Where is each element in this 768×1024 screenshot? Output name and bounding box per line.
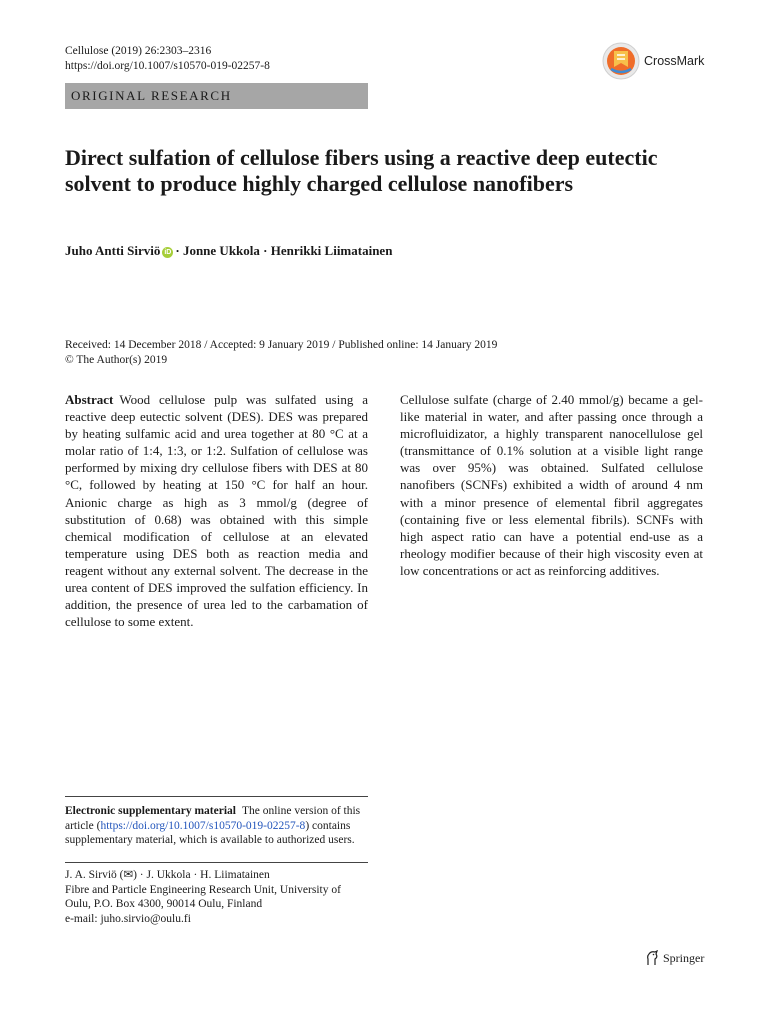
crossmark-icon <box>602 42 640 80</box>
affiliation-address: Fibre and Particle Engineering Research Unit, University of Oulu, P.O. Box 4300, 90014 Oulu, Finland <box>65 883 341 911</box>
abstract-left-column <box>65 391 368 630</box>
springer-horse-icon <box>645 950 659 966</box>
author-list <box>65 243 392 259</box>
footnote-divider <box>65 796 368 797</box>
affiliation-divider <box>65 862 368 863</box>
esm-text-after: ) contains supplementary material, which is available to authorized users. <box>65 819 355 847</box>
crossmark-label: CrossMark <box>644 54 705 68</box>
doi-line[interactable]: https://doi.org/10.1007/s10570-019-02257-8 <box>65 60 270 72</box>
section-label: ORIGINAL RESEARCH <box>65 83 368 109</box>
affiliation-email[interactable]: e-mail: juho.sirvio@oulu.fi <box>65 912 191 925</box>
affiliation-block <box>65 868 368 926</box>
journal-citation <box>65 44 270 74</box>
other-authors[interactable]: · Jonne Ukkola · Henrikki Liimatainen <box>175 243 393 258</box>
article-title: Direct sulfation of cellulose fibers using a reactive deep eutectic solvent to produce highly charged cellulose nanofibers <box>65 145 658 196</box>
affiliation-authors: J. A. Sirviö (✉) · J. Ukkola · H. Liimatainen <box>65 869 270 881</box>
orcid-icon[interactable]: iD <box>164 249 172 256</box>
crossmark-badge[interactable] <box>602 42 704 80</box>
journal-line: Cellulose (2019) 26:2303–2316 <box>65 45 212 57</box>
esm-text-before: The online version of this article ( <box>65 805 361 832</box>
abstract-right-column <box>400 391 703 579</box>
publisher-logo <box>645 950 704 966</box>
publisher-name: Springer <box>663 950 705 965</box>
first-author[interactable]: Juho Antti Sirviö <box>65 243 161 258</box>
abstract-label: Abstract <box>65 392 114 407</box>
dates-line: Received: 14 December 2018 / Accepted: 9 January 2019 / Published online: 14 January 2019 <box>65 339 498 351</box>
supplementary-note <box>65 804 368 848</box>
abstract-text-left: Wood cellulose pulp was sulfated using a reactive deep eutectic solvent (DES). DES was prepared by heating sulfamic acid and urea together at 80 °C at a molar ratio of 1:4, 1:3, or 1:2. Sulfation of cellulose was performed by mixing dry cellulose fibers with DES at 80 °C, followed by heating at 150 °C for half an hour. Anionic charge as high as 3 mmol/g (degree of substitution of 0.68) was obtained with this simple chemical modification of cellulose at an elevated temperature using DES both as reaction media and reagent without any external solvent. The decrease in the urea content of DES improved the sulfation efficiency. In addition, the presence of urea led to the carbamation of cellulose to some extent. <box>65 392 368 630</box>
abstract-text-right: Cellulose sulfate (charge of 2.40 mmol/g) became a gel-like material in water, and after passing once through a microfluidizator, a highly transparent nanocellulose gel (transmittance of 0.1% solution at a visible light range was over 95%) was obtained. Sulfated cellulose nanofibers (SCNFs) exhibited a width of around 4 nm with a minor presence of elemental fibril aggregates (containing five or less elemental fibrils). SCNFs with high aspect ratio can have a potential end-use as a rheology modifier because of their high viscosity even at low concentrations or act as reinforcing additives. <box>400 392 703 578</box>
copyright-line: © The Author(s) 2019 <box>65 354 168 366</box>
esm-doi-link[interactable]: https://doi.org/10.1007/s10570-019-02257-8 <box>100 819 306 832</box>
publication-dates <box>65 338 497 368</box>
esm-label: Electronic supplementary material <box>65 805 236 817</box>
